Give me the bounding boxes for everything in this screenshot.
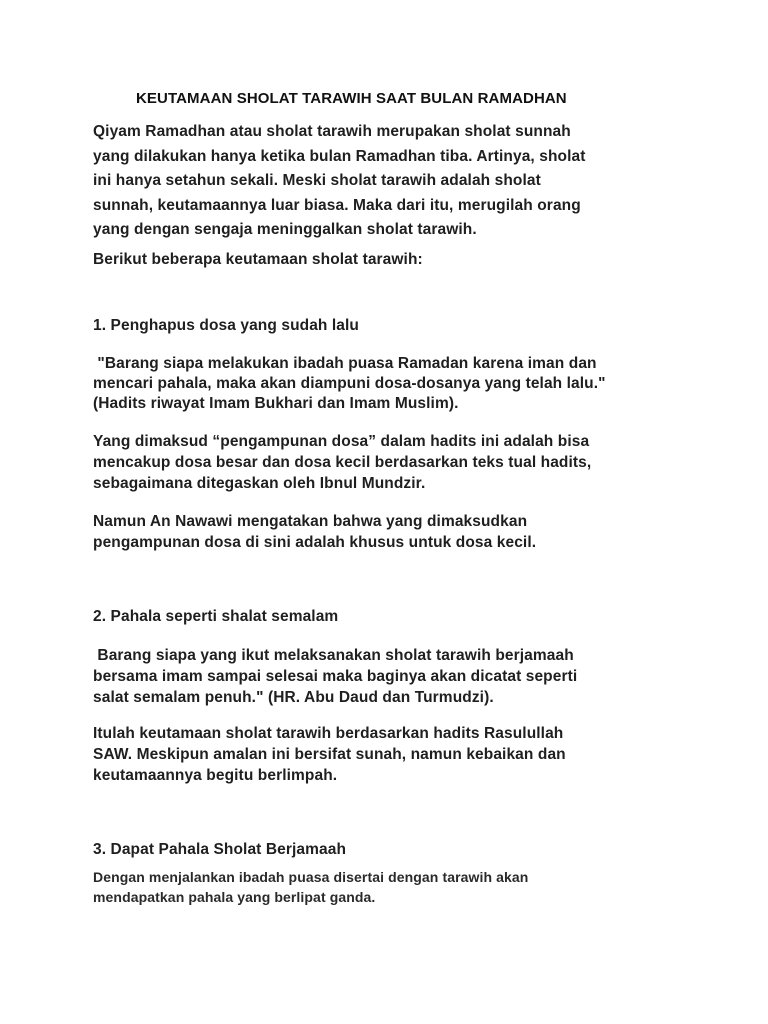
paragraph-line: keutamaannya begitu berlimpah. (93, 767, 338, 784)
paragraph-line: Itulah keutamaan sholat tarawih berdasarkan hadits Rasulullah (93, 725, 564, 742)
explanation-paragraph-2 (93, 511, 693, 553)
paragraph-line: mendapatkan pahala yang berlipat ganda. (93, 889, 376, 905)
lead-sentence: Berikut beberapa keutamaan sholat tarawih: (93, 251, 423, 268)
hadith-quote-2 (93, 645, 693, 708)
paragraph-line: Namun An Nawawi mengatakan bahwa yang dimaksudkan (93, 513, 528, 530)
section-heading-1: 1. Penghapus dosa yang sudah lalu (93, 317, 359, 334)
quote-line: "Barang siapa melakukan ibadah puasa Ramadan karena iman dan (93, 355, 597, 372)
explanation-paragraph-4 (93, 867, 693, 907)
quote-line: salat semalam penuh." (HR. Abu Daud dan Turmudzi). (93, 689, 494, 706)
intro-line: sunnah, keutamaannya luar biasa. Maka dari itu, merugilah orang (93, 196, 581, 214)
intro-line: yang dilakukan hanya ketika bulan Ramadhan tiba. Artinya, sholat (93, 147, 586, 165)
quote-line: bersama imam sampai selesai maka baginya akan dicatat seperti (93, 668, 578, 685)
section-heading-3: 3. Dapat Pahala Sholat Berjamaah (93, 841, 347, 858)
intro-paragraph (93, 120, 693, 243)
intro-line: Qiyam Ramadhan atau sholat tarawih merupakan sholat sunnah (93, 123, 571, 140)
document-title: KEUTAMAAN SHOLAT TARAWIH SAAT BULAN RAMADHAN (136, 90, 567, 107)
paragraph-line: Yang dimaksud “pengampunan dosa” dalam hadits ini adalah bisa (93, 433, 590, 450)
explanation-paragraph-3 (93, 723, 693, 786)
hadith-quote-1 (93, 354, 693, 414)
quote-line: (Hadits riwayat Imam Bukhari dan Imam Muslim). (93, 395, 459, 412)
paragraph-line: mencakup dosa besar dan dosa kecil berdasarkan teks tual hadits, (93, 454, 592, 471)
paragraph-line: pengampunan dosa di sini adalah khusus untuk dosa kecil. (93, 534, 537, 551)
paragraph-line: SAW. Meskipun amalan ini bersifat sunah, namun kebaikan dan (93, 746, 566, 763)
section-heading-2: 2. Pahala seperti shalat semalam (93, 608, 339, 625)
intro-line: ini hanya setahun sekali. Meski sholat tarawih adalah sholat (93, 172, 541, 189)
paragraph-line: sebagaimana ditegaskan oleh Ibnul Mundzir. (93, 475, 426, 492)
quote-line: Barang siapa yang ikut melaksanakan sholat tarawih berjamaah (93, 647, 574, 664)
quote-line: mencari pahala, maka akan diampuni dosa-dosanya yang telah lalu." (93, 375, 606, 392)
paragraph-line: Dengan menjalankan ibadah puasa disertai dengan tarawih akan (93, 869, 529, 885)
explanation-paragraph-1 (93, 431, 693, 494)
intro-line: yang dengan sengaja meninggalkan sholat tarawih. (93, 221, 477, 238)
